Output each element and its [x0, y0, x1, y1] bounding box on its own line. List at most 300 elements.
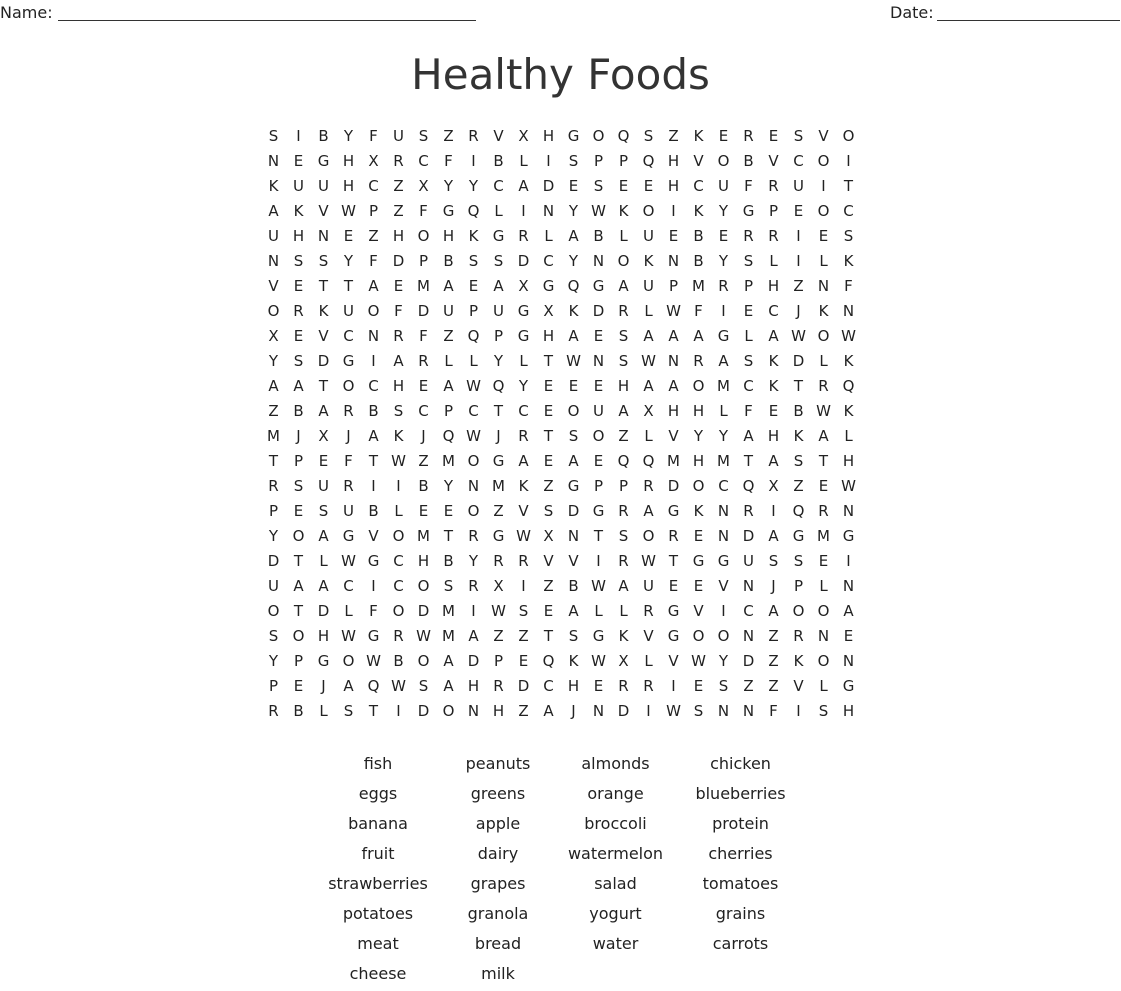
grid-letter: W [641, 352, 656, 370]
grid-letter: R [643, 477, 654, 495]
grid-letter: L [644, 652, 653, 670]
grid-letter: V [768, 152, 779, 170]
grid-letter: U [643, 577, 654, 595]
grid-letter: F [419, 327, 428, 345]
grid-letter: C [543, 677, 554, 695]
grid-letter: G [567, 477, 580, 495]
word-bank-item: blueberries [695, 784, 786, 803]
grid-letter: G [492, 452, 505, 470]
grid-letter: A [693, 327, 704, 345]
grid-letter: L [494, 202, 503, 220]
grid-letter: A [293, 377, 304, 395]
grid-letter: W [491, 602, 506, 620]
grid-letter: H [617, 377, 630, 395]
word-bank-item: strawberries [328, 874, 428, 893]
grid-letter: G [342, 527, 355, 545]
grid-letter: C [493, 177, 504, 195]
grid-letter: A [343, 677, 354, 695]
grid-letter: P [268, 502, 279, 520]
grid-letter: J [496, 427, 501, 445]
grid-letter: R [268, 702, 279, 720]
grid-letter: D [742, 652, 755, 670]
grid-letter: G [692, 552, 705, 570]
grid-letter: Y [693, 427, 704, 445]
grid-letter: M [442, 602, 455, 620]
grid-letter: C [843, 202, 854, 220]
grid-letter: D [317, 602, 330, 620]
grid-letter: E [718, 127, 729, 145]
grid-letter: A [768, 527, 779, 545]
grid-letter: E [543, 602, 554, 620]
grid-row [261, 249, 861, 274]
grid-letter: Q [842, 377, 855, 395]
grid-letter: G [442, 202, 455, 220]
grid-letter: O [267, 602, 280, 620]
grid-letter: F [744, 177, 753, 195]
grid-letter: T [318, 377, 329, 395]
grid-letter: K [293, 202, 304, 220]
letter-grid [261, 124, 861, 724]
grid-letter: R [393, 152, 404, 170]
grid-letter: E [418, 502, 429, 520]
grid-letter: A [443, 377, 454, 395]
word-bank-item: cherries [708, 844, 773, 863]
grid-letter: E [293, 677, 304, 695]
grid-letter: U [718, 177, 729, 195]
grid-letter: E [743, 302, 754, 320]
grid-letter: V [493, 127, 504, 145]
word-bank-item: milk [481, 964, 515, 983]
grid-letter: R [393, 627, 404, 645]
grid-letter: T [293, 552, 304, 570]
grid-letter: C [418, 152, 429, 170]
grid-letter: R [393, 327, 404, 345]
grid-letter: E [593, 677, 604, 695]
grid-letter: N [467, 477, 480, 495]
grid-letter: H [317, 627, 330, 645]
grid-letter: R [693, 352, 704, 370]
grid-letter: K [768, 352, 779, 370]
grid-letter: O [392, 527, 405, 545]
grid-letter: P [443, 402, 454, 420]
grid-letter: E [643, 177, 654, 195]
word-bank [318, 751, 810, 991]
grid-letter: O [717, 152, 730, 170]
grid-row [261, 649, 861, 674]
grid-letter: O [442, 702, 455, 720]
grid-letter: A [818, 427, 829, 445]
grid-letter: V [318, 202, 329, 220]
word-bank-item: yogurt [589, 904, 642, 923]
grid-letter: O [392, 602, 405, 620]
grid-letter: B [493, 152, 504, 170]
grid-letter: W [566, 352, 581, 370]
grid-letter: E [518, 652, 529, 670]
grid-letter: W [591, 652, 606, 670]
grid-letter: H [417, 552, 430, 570]
grid-letter: A [293, 577, 304, 595]
grid-letter: I [771, 502, 776, 520]
grid-letter: S [743, 352, 754, 370]
grid-letter: B [318, 127, 329, 145]
grid-row [261, 599, 861, 624]
grid-letter: V [668, 427, 679, 445]
grid-letter: E [818, 552, 829, 570]
grid-letter: O [792, 602, 805, 620]
grid-letter: C [518, 402, 529, 420]
grid-letter: O [692, 477, 705, 495]
grid-letter: N [717, 702, 730, 720]
grid-letter: O [692, 377, 705, 395]
grid-letter: A [568, 602, 579, 620]
grid-letter: S [843, 227, 854, 245]
grid-letter: P [768, 202, 779, 220]
grid-letter: S [293, 252, 304, 270]
word-bank-item: banana [348, 814, 408, 833]
word-bank-item: salad [594, 874, 637, 893]
grid-letter: N [842, 652, 855, 670]
grid-letter: M [267, 427, 280, 445]
grid-letter: L [444, 352, 453, 370]
grid-letter: B [568, 577, 579, 595]
grid-letter: I [371, 352, 376, 370]
grid-letter: R [768, 227, 779, 245]
grid-letter: T [668, 552, 679, 570]
grid-letter: H [842, 702, 855, 720]
word-bank-item: grapes [470, 874, 526, 893]
grid-letter: Z [393, 202, 404, 220]
grid-letter: G [842, 527, 855, 545]
grid-letter: O [817, 327, 830, 345]
grid-letter: Y [268, 652, 279, 670]
grid-letter: A [568, 227, 579, 245]
grid-letter: I [821, 177, 826, 195]
grid-letter: Z [393, 177, 404, 195]
grid-letter: W [341, 627, 356, 645]
grid-letter: F [744, 402, 753, 420]
grid-letter: E [593, 327, 604, 345]
grid-letter: G [317, 152, 330, 170]
grid-letter: F [369, 252, 378, 270]
grid-letter: I [671, 677, 676, 695]
grid-letter: L [744, 327, 753, 345]
grid-letter: I [796, 702, 801, 720]
grid-letter: B [368, 502, 379, 520]
grid-letter: U [343, 302, 354, 320]
grid-letter: T [593, 527, 604, 545]
grid-letter: A [318, 577, 329, 595]
grid-row [261, 274, 861, 299]
grid-letter: T [368, 452, 379, 470]
grid-letter: M [442, 627, 455, 645]
grid-letter: D [417, 702, 430, 720]
grid-letter: H [492, 702, 505, 720]
grid-letter: S [793, 552, 804, 570]
grid-letter: A [268, 202, 279, 220]
grid-letter: O [817, 602, 830, 620]
grid-letter: K [468, 227, 479, 245]
grid-letter: X [543, 302, 554, 320]
grid-letter: E [693, 527, 704, 545]
grid-letter: U [493, 302, 504, 320]
grid-letter: K [793, 427, 804, 445]
grid-letter: Q [467, 327, 480, 345]
grid-letter: H [842, 452, 855, 470]
grid-letter: K [693, 127, 704, 145]
grid-letter: O [417, 227, 430, 245]
grid-letter: Z [668, 127, 679, 145]
grid-letter: D [592, 302, 605, 320]
grid-letter: S [518, 602, 529, 620]
grid-letter: S [793, 452, 804, 470]
grid-letter: E [593, 377, 604, 395]
grid-letter: W [691, 652, 706, 670]
grid-letter: Z [443, 127, 454, 145]
word-bank-item: watermelon [567, 844, 664, 863]
grid-letter: G [517, 327, 530, 345]
grid-letter: Q [567, 277, 580, 295]
grid-letter: P [293, 652, 304, 670]
grid-letter: R [718, 277, 729, 295]
grid-letter: P [668, 277, 679, 295]
grid-letter: X [543, 527, 554, 545]
grid-letter: Q [742, 477, 755, 495]
grid-letter: G [842, 677, 855, 695]
grid-letter: E [543, 377, 554, 395]
grid-letter: A [368, 427, 379, 445]
grid-letter: G [717, 552, 730, 570]
grid-row [261, 299, 861, 324]
grid-letter: L [644, 427, 653, 445]
grid-letter: T [343, 277, 354, 295]
grid-row [261, 499, 861, 524]
grid-letter: O [592, 127, 605, 145]
grid-letter: Z [493, 627, 504, 645]
grid-letter: N [742, 702, 755, 720]
grid-letter: Z [518, 627, 529, 645]
word-bank-item: potatoes [342, 904, 414, 923]
grid-letter: A [518, 177, 529, 195]
grid-letter: G [592, 277, 605, 295]
grid-letter: I [521, 577, 526, 595]
grid-letter: P [618, 152, 629, 170]
grid-letter: J [571, 702, 576, 720]
grid-letter: C [468, 402, 479, 420]
grid-letter: S [343, 702, 354, 720]
grid-letter: L [619, 227, 628, 245]
grid-letter: L [644, 302, 653, 320]
grid-letter: N [592, 352, 605, 370]
grid-row [261, 449, 861, 474]
grid-letter: Y [518, 377, 529, 395]
grid-letter: B [793, 402, 804, 420]
grid-letter: V [643, 627, 654, 645]
grid-letter: A [643, 502, 654, 520]
grid-letter: S [443, 577, 454, 595]
grid-letter: N [367, 327, 380, 345]
grid-letter: C [718, 477, 729, 495]
grid-letter: G [742, 202, 755, 220]
grid-letter: W [816, 402, 831, 420]
grid-letter: K [568, 302, 579, 320]
grid-letter: L [544, 227, 553, 245]
word-bank-item: water [592, 934, 639, 953]
grid-letter: A [443, 652, 454, 670]
grid-letter: X [368, 152, 379, 170]
grid-letter: A [643, 377, 654, 395]
grid-letter: O [467, 452, 480, 470]
grid-letter: Z [793, 477, 804, 495]
grid-letter: Z [493, 502, 504, 520]
grid-letter: Z [268, 402, 279, 420]
grid-letter: N [717, 527, 730, 545]
grid-letter: I [796, 227, 801, 245]
grid-letter: W [366, 652, 381, 670]
grid-letter: S [468, 252, 479, 270]
grid-letter: H [667, 152, 680, 170]
grid-letter: T [543, 627, 554, 645]
grid-letter: D [267, 552, 280, 570]
grid-letter: C [418, 402, 429, 420]
grid-letter: Q [642, 452, 655, 470]
grid-letter: J [421, 427, 426, 445]
grid-letter: K [843, 252, 854, 270]
grid-letter: F [444, 152, 453, 170]
grid-letter: H [692, 452, 705, 470]
grid-letter: F [394, 302, 403, 320]
grid-letter: E [568, 177, 579, 195]
grid-letter: A [443, 677, 454, 695]
grid-letter: A [618, 277, 629, 295]
grid-letter: K [793, 652, 804, 670]
grid-letter: H [767, 427, 780, 445]
grid-letter: P [368, 202, 379, 220]
word-bank-item: apple [475, 814, 521, 833]
grid-letter: D [517, 252, 530, 270]
grid-letter: R [343, 402, 354, 420]
grid-letter: J [321, 677, 326, 695]
grid-letter: O [292, 627, 305, 645]
grid-letter: A [568, 327, 579, 345]
grid-row [261, 124, 861, 149]
grid-letter: B [743, 152, 754, 170]
grid-letter: A [668, 377, 679, 395]
grid-letter: J [346, 427, 351, 445]
grid-letter: V [718, 577, 729, 595]
grid-letter: S [568, 152, 579, 170]
grid-letter: R [618, 302, 629, 320]
grid-letter: V [268, 277, 279, 295]
grid-letter: K [768, 377, 779, 395]
grid-letter: K [393, 427, 404, 445]
grid-letter: S [318, 252, 329, 270]
grid-letter: J [796, 302, 801, 320]
grid-letter: S [493, 252, 504, 270]
grid-letter: S [293, 352, 304, 370]
word-bank-item: fish [363, 754, 393, 773]
grid-letter: I [396, 477, 401, 495]
grid-letter: D [667, 477, 680, 495]
grid-letter: G [667, 602, 680, 620]
grid-row [261, 424, 861, 449]
grid-letter: Z [518, 702, 529, 720]
grid-letter: E [418, 377, 429, 395]
word-bank-item: dairy [477, 844, 519, 863]
grid-letter: A [518, 452, 529, 470]
grid-letter: S [293, 477, 304, 495]
grid-letter: N [742, 627, 755, 645]
grid-letter: F [419, 202, 428, 220]
grid-row [261, 699, 861, 724]
date-label: Date: [890, 3, 934, 22]
grid-letter: R [818, 502, 829, 520]
grid-letter: V [543, 552, 554, 570]
grid-letter: Q [617, 127, 630, 145]
grid-letter: K [318, 302, 329, 320]
grid-letter: C [393, 577, 404, 595]
grid-letter: D [567, 502, 580, 520]
grid-letter: A [768, 602, 779, 620]
grid-row [261, 624, 861, 649]
grid-letter: A [318, 402, 329, 420]
grid-letter: L [719, 402, 728, 420]
grid-letter: R [668, 527, 679, 545]
grid-letter: V [568, 552, 579, 570]
grid-letter: V [318, 327, 329, 345]
grid-letter: R [518, 227, 529, 245]
grid-letter: L [519, 352, 528, 370]
grid-letter: Z [793, 277, 804, 295]
grid-letter: S [543, 502, 554, 520]
grid-letter: U [643, 227, 654, 245]
grid-letter: C [368, 377, 379, 395]
grid-letter: C [693, 177, 704, 195]
grid-letter: E [543, 402, 554, 420]
grid-letter: A [768, 452, 779, 470]
grid-letter: N [667, 352, 680, 370]
grid-letter: Y [718, 252, 729, 270]
grid-letter: L [469, 352, 478, 370]
grid-letter: V [518, 502, 529, 520]
grid-letter: Y [268, 352, 279, 370]
grid-letter: G [542, 277, 555, 295]
word-bank-item: fruit [361, 844, 395, 863]
grid-letter: M [417, 527, 430, 545]
grid-letter: X [518, 277, 529, 295]
grid-letter: S [718, 677, 729, 695]
grid-letter: E [543, 452, 554, 470]
grid-letter: P [793, 577, 804, 595]
grid-letter: C [393, 552, 404, 570]
grid-letter: C [343, 327, 354, 345]
grid-letter: X [268, 327, 279, 345]
grid-letter: T [493, 402, 504, 420]
grid-letter: W [666, 702, 681, 720]
grid-letter: Y [443, 477, 454, 495]
grid-letter: S [643, 127, 654, 145]
grid-letter: Z [768, 627, 779, 645]
grid-letter: X [618, 652, 629, 670]
grid-letter: E [593, 452, 604, 470]
word-bank-item: protein [712, 814, 769, 833]
grid-letter: W [391, 677, 406, 695]
grid-letter: C [793, 152, 804, 170]
word-bank-item: granola [467, 904, 529, 923]
grid-letter: U [643, 277, 654, 295]
grid-row [261, 324, 861, 349]
grid-letter: O [367, 302, 380, 320]
grid-letter: P [743, 277, 754, 295]
